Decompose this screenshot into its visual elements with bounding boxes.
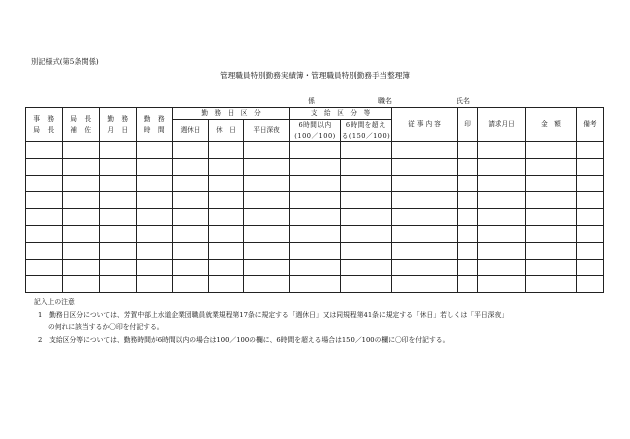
table-cell (63, 226, 100, 243)
table-row (26, 209, 604, 226)
table-cell (137, 142, 173, 159)
table-cell (526, 175, 577, 192)
table-cell (26, 242, 63, 259)
affiliation-label: 係 (308, 97, 315, 105)
table-cell (100, 242, 137, 259)
table-cell (290, 142, 341, 159)
table-cell (392, 209, 458, 226)
table-cell (100, 192, 137, 209)
table-cell (173, 259, 209, 276)
table-cell (478, 276, 526, 293)
table-cell (577, 158, 604, 175)
table-cell (173, 209, 209, 226)
table-cell (244, 226, 290, 243)
table-cell (577, 226, 604, 243)
table-cell (63, 192, 100, 209)
table-cell (526, 142, 577, 159)
table-cell (209, 242, 244, 259)
table-cell (341, 142, 392, 159)
header-kinmu-jikan: 勤 務 時 間 (137, 108, 173, 142)
header-kyujitsu: 休 日 (209, 120, 244, 142)
table-cell (244, 158, 290, 175)
table-cell (341, 209, 392, 226)
table-cell (209, 192, 244, 209)
person-info-line (306, 96, 496, 106)
table-row (26, 276, 604, 293)
header-in: 印 (458, 108, 478, 142)
table-cell (244, 192, 290, 209)
table-cell (209, 142, 244, 159)
table-cell (173, 192, 209, 209)
table-cell (137, 209, 173, 226)
table-cell (137, 175, 173, 192)
table-cell (577, 276, 604, 293)
table-cell (526, 158, 577, 175)
table-cell (173, 276, 209, 293)
table-cell (290, 226, 341, 243)
table-cell (100, 142, 137, 159)
table-cell (100, 276, 137, 293)
table-cell (63, 259, 100, 276)
table-cell (526, 242, 577, 259)
table-cell (341, 192, 392, 209)
table-cell (244, 259, 290, 276)
table-cell (458, 276, 478, 293)
table-cell (341, 259, 392, 276)
table-cell (173, 242, 209, 259)
table-cell (392, 276, 458, 293)
notes-title: 記入上の注意 (34, 298, 75, 306)
header-heijitsu-shinya: 平日深夜 (244, 120, 290, 142)
table-cell (26, 142, 63, 159)
table-cell (392, 226, 458, 243)
table-row (26, 192, 604, 209)
table-row (26, 242, 604, 259)
header-juji-naiyo: 従 事 内 容 (392, 108, 458, 142)
header-kinmu-bi-kubun: 勤 務 日 区 分 (173, 108, 290, 120)
header-kinmu-tsukihi: 勤 務 月 日 (100, 108, 137, 142)
table-cell (478, 175, 526, 192)
name-label: 氏名 (456, 97, 470, 105)
table-cell (100, 226, 137, 243)
header-shikyu-kubun: 支 給 区 分 等 (290, 108, 392, 120)
table-row (26, 226, 604, 243)
note-item-1: 1 勤務日区分については、芳賀中部上水道企業団職員就業規程第17条に規定する「週休日」又は同規程第41条に規定する「休日」若しくは「平日深夜」 (38, 311, 509, 319)
table-cell (526, 276, 577, 293)
table-cell (209, 175, 244, 192)
table-cell (26, 158, 63, 175)
table-cell (478, 192, 526, 209)
table-cell (173, 226, 209, 243)
header-within-6h: 6時間以内 (100／100) (290, 120, 341, 142)
table-cell (526, 226, 577, 243)
table-cell (458, 226, 478, 243)
table-cell (137, 276, 173, 293)
table-cell (137, 242, 173, 259)
table-cell (26, 276, 63, 293)
table-cell (209, 259, 244, 276)
table-row (26, 158, 604, 175)
table-cell (209, 276, 244, 293)
table-cell (100, 158, 137, 175)
header-over-6h: 6時間を超え る(150／100) (341, 120, 392, 142)
table-cell (458, 175, 478, 192)
table-cell (290, 175, 341, 192)
table-cell (341, 158, 392, 175)
table-cell (244, 175, 290, 192)
table-cell (63, 158, 100, 175)
table-cell (244, 276, 290, 293)
table-cell (290, 276, 341, 293)
table-cell (290, 209, 341, 226)
table-cell (63, 209, 100, 226)
table-cell (526, 259, 577, 276)
table-cell (526, 209, 577, 226)
table-cell (458, 142, 478, 159)
table-cell (244, 142, 290, 159)
table-cell (137, 192, 173, 209)
table-cell (173, 142, 209, 159)
position-label: 職名 (378, 97, 392, 105)
table-cell (244, 209, 290, 226)
form-type-label: 別記様式(第5条関係) (31, 57, 99, 66)
table-cell (577, 242, 604, 259)
table-cell (290, 242, 341, 259)
header-seikyu-tsukihi: 請求月日 (478, 108, 526, 142)
table-cell (458, 192, 478, 209)
table-cell (26, 209, 63, 226)
table-cell (577, 209, 604, 226)
table-cell (458, 158, 478, 175)
table-cell (26, 259, 63, 276)
table-cell (392, 242, 458, 259)
table-cell (478, 209, 526, 226)
table-cell (137, 259, 173, 276)
table-cell (290, 259, 341, 276)
header-jimu-kyokucho: 事 務 局 長 (26, 108, 63, 142)
note-item-1-continued: の何れに該当するか〇印を付記する。 (48, 323, 164, 331)
table-cell (478, 158, 526, 175)
table-cell (63, 175, 100, 192)
table-cell (173, 175, 209, 192)
table-cell (63, 276, 100, 293)
table-cell (209, 209, 244, 226)
table-row (26, 175, 604, 192)
table-cell (478, 259, 526, 276)
table-cell (290, 192, 341, 209)
table-cell (100, 209, 137, 226)
document-title: 管理職員特別勤務実績簿・管理職員特別勤務手当整理簿 (220, 71, 410, 80)
table-cell (392, 192, 458, 209)
table-cell (577, 259, 604, 276)
table-cell (63, 142, 100, 159)
table-cell (458, 209, 478, 226)
table-cell (209, 226, 244, 243)
table-cell (26, 226, 63, 243)
header-shukyujitsu: 週休日 (173, 120, 209, 142)
table-row (26, 259, 604, 276)
table-cell (577, 142, 604, 159)
table-cell (63, 242, 100, 259)
header-biko: 備考 (577, 108, 604, 142)
table-cell (526, 192, 577, 209)
table-cell (478, 242, 526, 259)
table-cell (392, 142, 458, 159)
table-row (26, 142, 604, 159)
table-cell (137, 158, 173, 175)
table-cell (392, 158, 458, 175)
table-cell (290, 158, 341, 175)
header-kyokucho-hosa: 局 長 補 佐 (63, 108, 100, 142)
table-cell (341, 276, 392, 293)
table-cell (458, 259, 478, 276)
table-cell (392, 259, 458, 276)
table-cell (341, 226, 392, 243)
table-cell (209, 158, 244, 175)
duty-record-table (25, 107, 604, 293)
table-cell (26, 192, 63, 209)
table-cell (478, 226, 526, 243)
table-cell (577, 175, 604, 192)
table-cell (458, 242, 478, 259)
table-cell (137, 226, 173, 243)
table-cell (392, 175, 458, 192)
table-cell (577, 192, 604, 209)
table-cell (341, 175, 392, 192)
table-cell (341, 242, 392, 259)
record-rows (26, 142, 604, 293)
table-cell (26, 175, 63, 192)
table-cell (100, 259, 137, 276)
table-cell (173, 158, 209, 175)
header-kingaku: 金 額 (526, 108, 577, 142)
table-cell (478, 142, 526, 159)
note-item-2: 2 支給区分等については、勤務時間が6時間以内の場合は100／100の欄に、6時間を超える場合は150／100の欄に〇印を付記する。 (38, 336, 450, 344)
table-cell (100, 175, 137, 192)
table-cell (244, 242, 290, 259)
